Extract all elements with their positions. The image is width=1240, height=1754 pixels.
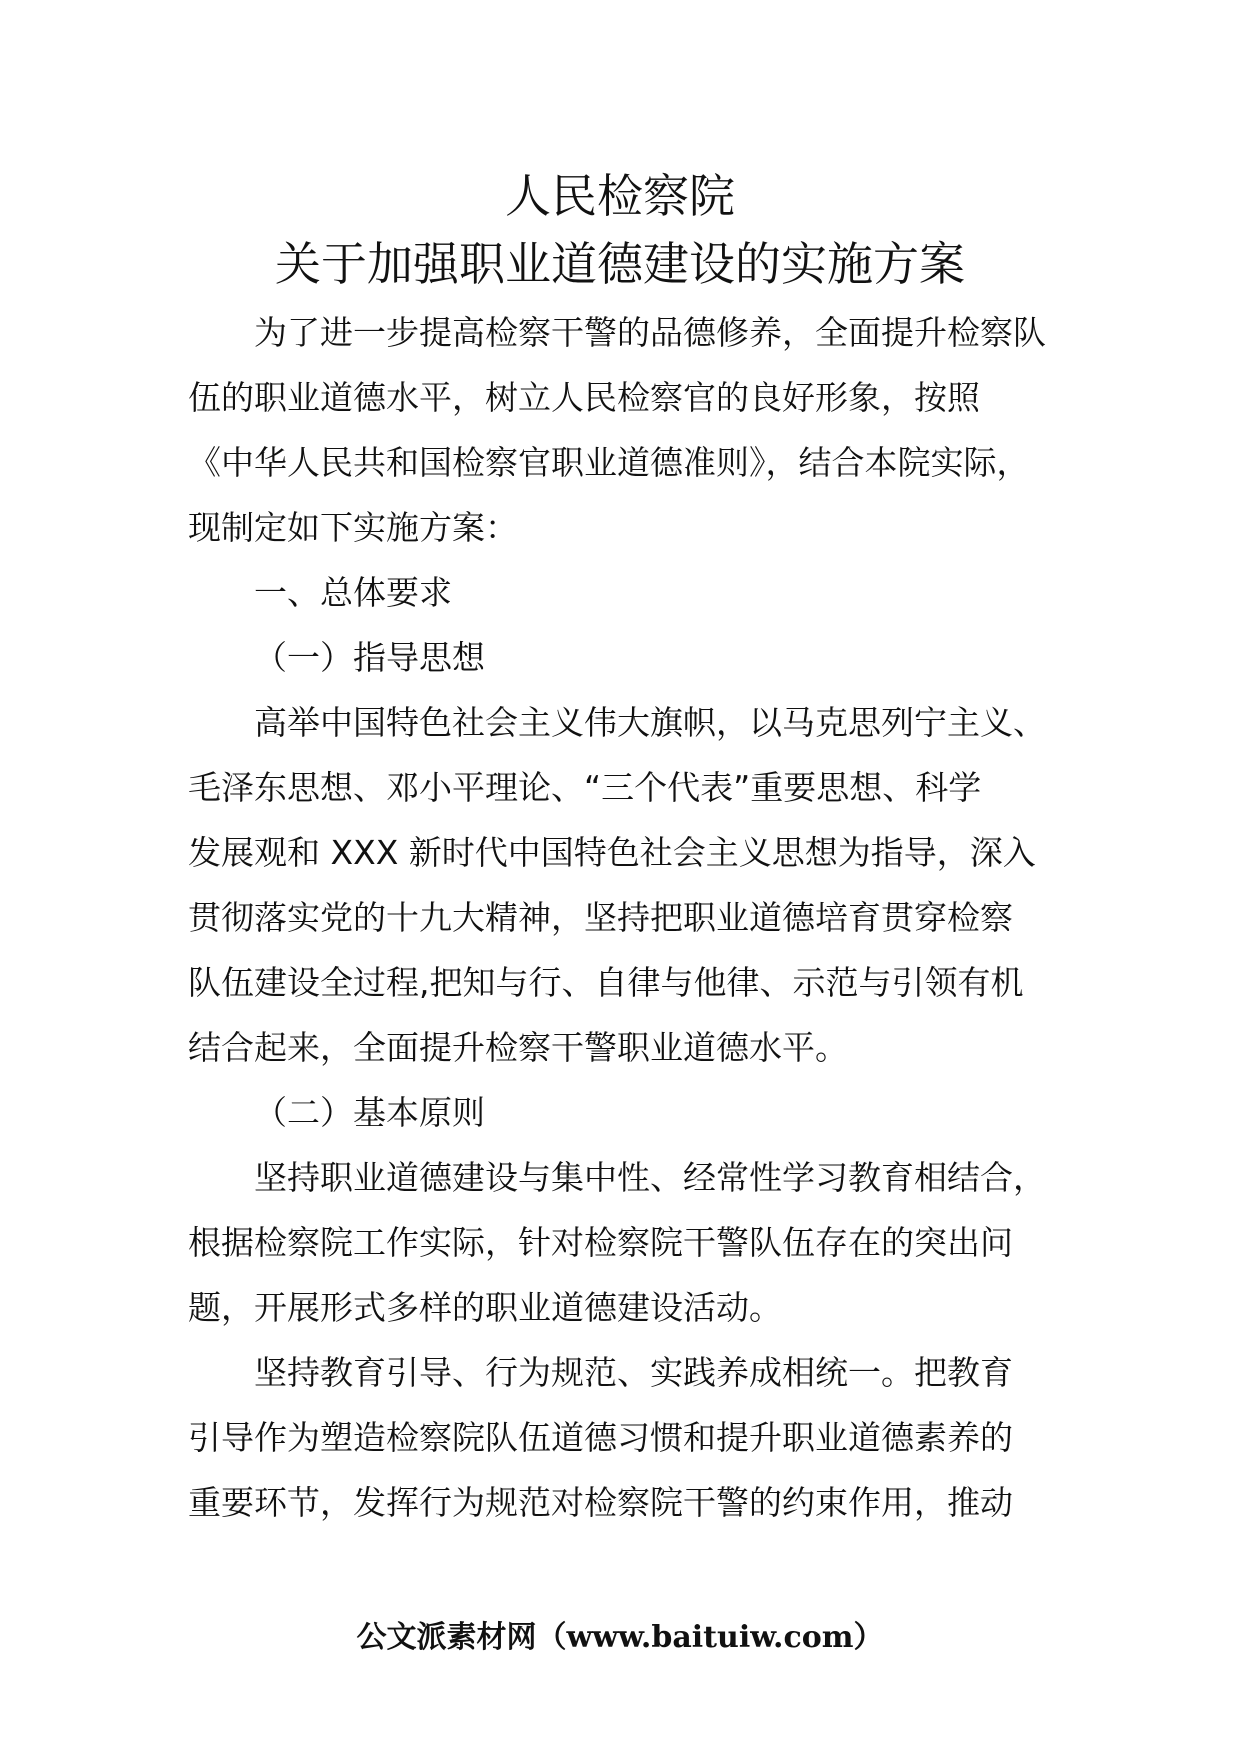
body-line: 根据检察院工作实际，针对检察院干警队伍存在的突出问 bbox=[188, 1223, 1013, 1262]
subsection-heading: （一）指导思想 bbox=[254, 638, 485, 677]
body-line: 现制定如下实施方案： bbox=[188, 508, 518, 547]
body-line: 高举中国特色社会主义伟大旗帜，以马克思列宁主义、 bbox=[254, 703, 1046, 742]
body-line: 发展观和 XXX 新时代中国特色社会主义思想为指导，深入 bbox=[188, 833, 1036, 872]
document-title-line-2: 关于加强职业道德建设的实施方案 bbox=[275, 237, 965, 291]
body-line: 毛泽东思想、邓小平理论、“三个代表”重要思想、科学 bbox=[188, 768, 982, 807]
subsection-heading: （二）基本原则 bbox=[254, 1093, 485, 1132]
body-line: 队伍建设全过程,把知与行、自律与他律、示范与引领有机 bbox=[188, 963, 1024, 1002]
body-line: 为了进一步提高检察干警的品德修养，全面提升检察队 bbox=[254, 313, 1046, 352]
body-line: 坚持职业道德建设与集中性、经常性学习教育相结合， bbox=[254, 1158, 1046, 1197]
body-line: 坚持教育引导、行为规范、实践养成相统一。把教育 bbox=[254, 1353, 1013, 1392]
document-title-line-1: 人民检察院 bbox=[505, 169, 735, 223]
section-heading: 一、总体要求 bbox=[254, 573, 452, 612]
body-line: 引导作为塑造检察院队伍道德习惯和提升职业道德素养的 bbox=[188, 1418, 1013, 1457]
footer-watermark: 公文派素材网（www.baituiw.com） bbox=[356, 1620, 884, 1655]
document-body bbox=[188, 300, 1068, 1535]
body-line: 《中华人民共和国检察官职业道德准则》，结合本院实际， bbox=[188, 443, 1030, 482]
body-line: 贯彻落实党的十九大精神，坚持把职业道德培育贯穿检察 bbox=[188, 898, 1013, 937]
body-line: 题，开展形式多样的职业道德建设活动。 bbox=[188, 1288, 782, 1327]
body-line: 结合起来，全面提升检察干警职业道德水平。 bbox=[188, 1028, 848, 1067]
body-line: 重要环节，发挥行为规范对检察院干警的约束作用，推动 bbox=[188, 1483, 1013, 1522]
body-line: 伍的职业道德水平，树立人民检察官的良好形象，按照 bbox=[188, 378, 980, 417]
